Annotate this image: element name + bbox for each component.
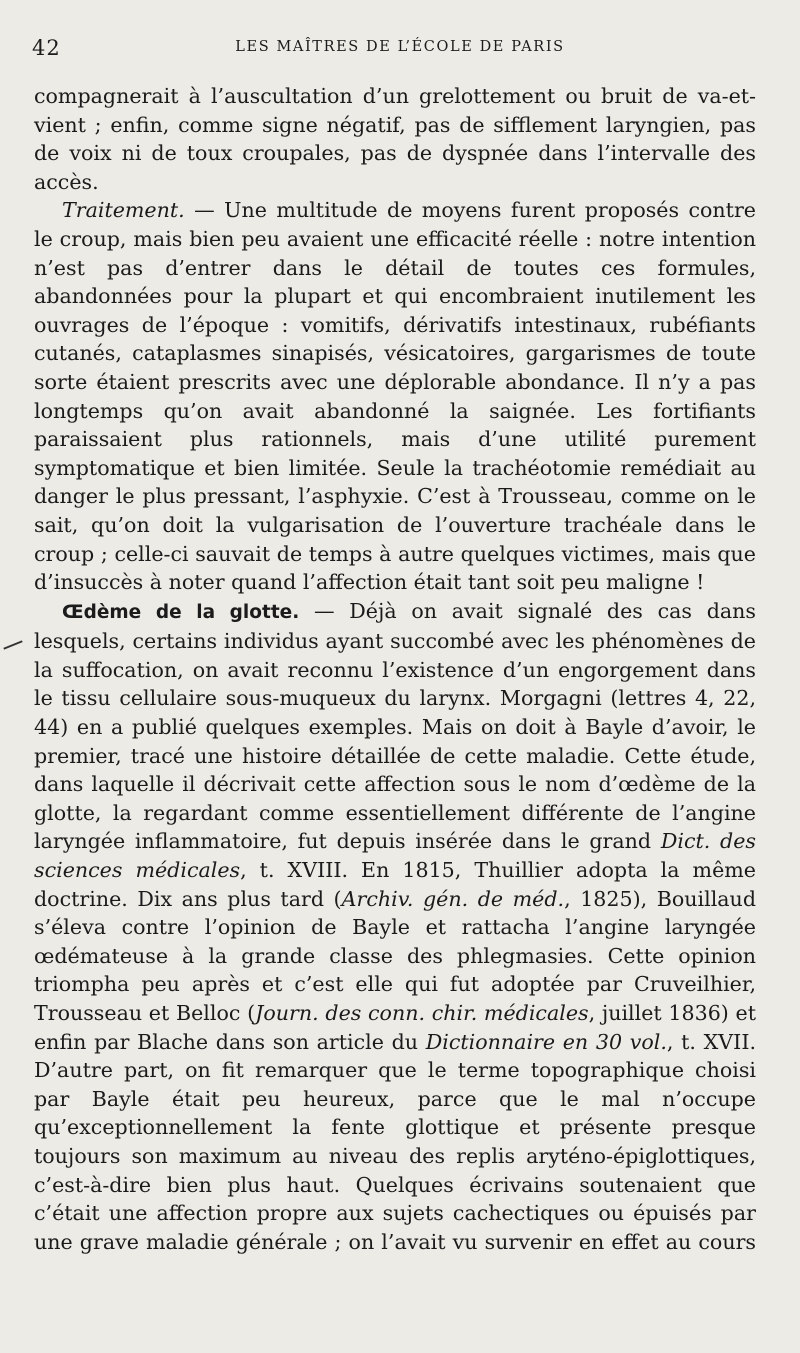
paragraph-text: — Déjà on avait signalé des cas dans lesquels, certains individus ayant succombé avec les phénomènes de la suffocation, on avait reconnu l’existence d’un engorgement dans le tissu cellulaire sous-muqueux du larynx. Morgagni (lettres 4, 22, 44) en a publié quelques exemples. Mais on doit à Bayle d’avoir, le premier, tracé une histoire détaillée de cette maladie. Cette étude, dans laquelle il décrivait cette affection sous le nom d’œdème de la glotte, la regardant comme essentiellement différente de l’angine laryngée inflammatoire, fut depuis insérée dans le grand	[34, 598, 756, 854]
paragraph-text: , 1825), Bouillaud s’éleva contre l’opinion de Bayle et rattacha l’angine laryngée œdémateuse à la grande classe des phlegmasies. Cette opinion triompha peu après et c’est elle qui fut adoptée par Cruveilhier, Trousseau et Belloc (	[34, 886, 757, 1025]
section-heading-glottis-edema: Œdème de la glotte.	[62, 601, 300, 623]
citation-journ: Journ. des conn. chir. médicales	[255, 1001, 589, 1025]
citation-archiv: Archiv. gén. de méd.	[341, 886, 565, 911]
running-title: LES MAÎTRES DE L’ÉCOLE DE PARIS	[235, 39, 565, 55]
page-header	[32, 36, 768, 60]
paragraph-treatment	[34, 196, 756, 596]
paragraph-text: , t. XVII. D’autre part, on fit remarquer que le terme topographique choisi par Bayle était peu heureux, parce que le mal n’occupe qu’exceptionnellement la fente glottique et présente presque toujours son maximum au niveau des replis aryténo-épiglottiques, c’est-à-dire bien plus haut. Quelques écrivains soutenaient que c’était une affection propre aux sujets cachectiques ou épuisés par une grave maladie générale ; on l’avait vu survenir en effet au cours	[34, 1029, 756, 1254]
citation-dictionnaire: Dictionnaire en 30 vol.	[425, 1029, 667, 1054]
paragraph-glottis-edema	[34, 597, 756, 1257]
body-text	[34, 82, 756, 1256]
section-heading-treatment: Traitement.	[62, 198, 185, 223]
paragraph-text: compagnerait à l’auscultation d’un grelottement ou bruit de va-et-vient ; enfin, comme signe négatif, pas de sifflement laryngien, pas de voix ni de toux croupales, pas de dyspnée dans l’intervalle des accès.	[34, 84, 756, 194]
citation-dict-sciences: Dict. des sciences médicales	[34, 829, 756, 883]
paragraph-text: — Une multitude de moyens furent proposés contre le croup, mais bien peu avaient une efficacité réelle : notre intention n’est pas d’entrer dans le détail de toutes ces formules, abandonnées pour la plupart et qui encombraient inutilement les ouvrages de l’époque : vomitifs, dérivatifs intestinaux, rubéfiants cutanés, cataplasmes sinapisés, vésicatoires, gargarismes de toute sorte étaient prescrits avec une déplorable abondance. Il n’y a pas longtemps qu’on avait abandonné la saignée. Les fortifiants paraissaient plus rationnels, mais d’une utilité purement symptomatique et bien limitée. Seule la trachéotomie remédiait au danger le plus pressant, l’asphyxie. C’est à Trousseau, comme on le sait, qu’on doit la vulgarisation de l’ouverture trachéale dans le croup ; celle-ci sauvait de temps à autre quelques victimes, mais que d’insuccès à noter quand l’affection était tant soit peu maligne !	[34, 198, 756, 595]
page-number: 42	[32, 36, 61, 60]
margin-pencil-mark	[3, 640, 22, 649]
paragraph-continuation	[34, 82, 756, 196]
paragraph-text: , t. XVIII. En 1815, Thuillier adopta la même doctrine. Dix ans plus tard (	[34, 858, 756, 911]
paragraph-text: , juillet 1836) et enfin par Blache dans son article du	[34, 1001, 756, 1054]
